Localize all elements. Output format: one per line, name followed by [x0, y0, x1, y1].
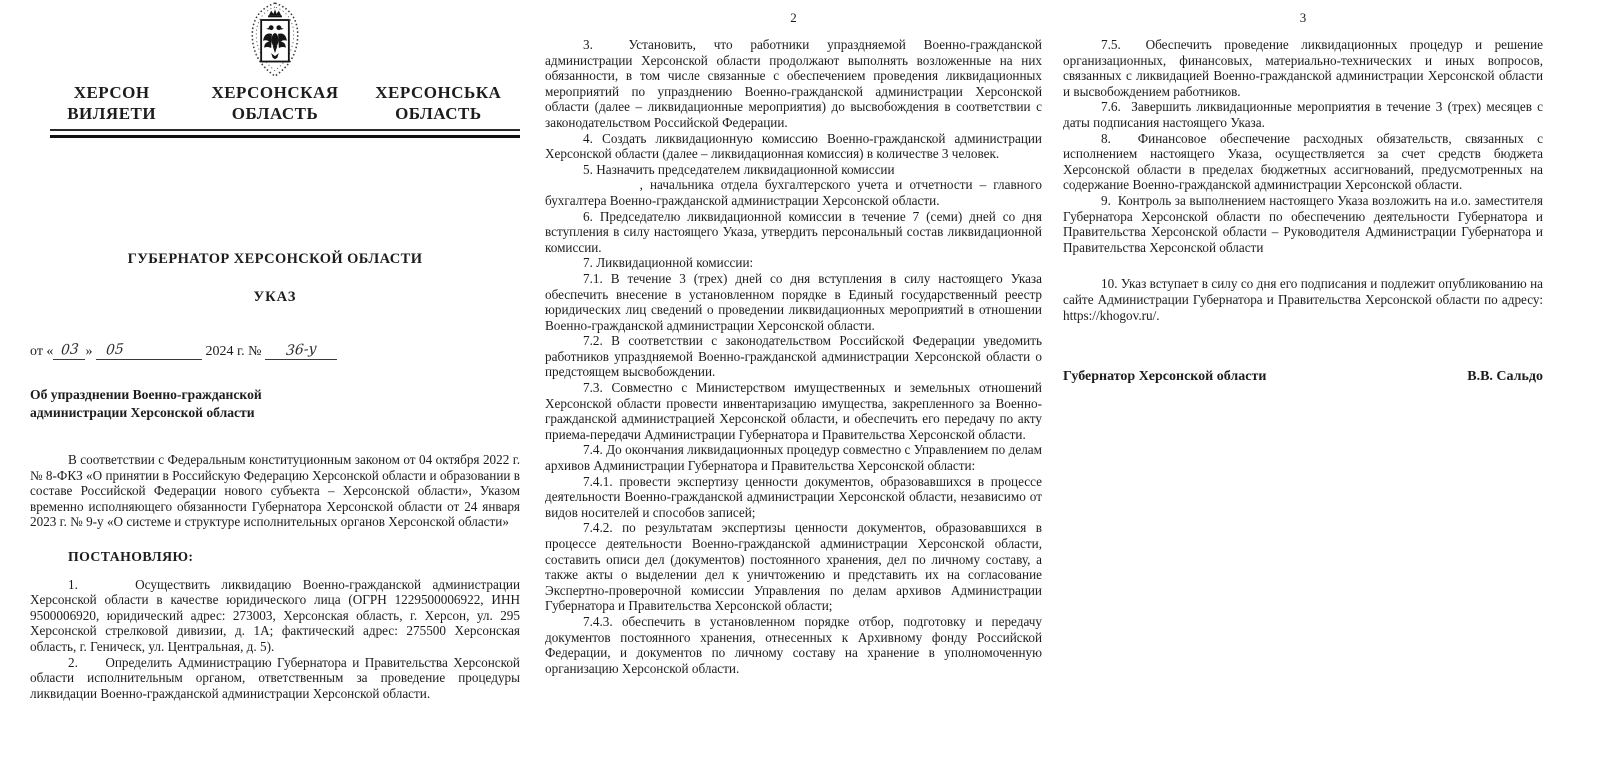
handwritten-number: 36-у — [285, 340, 317, 360]
item-7: 7. Ликвидационной комиссии: — [583, 255, 754, 271]
page-number: 3 — [1299, 10, 1307, 25]
page-2-body — [545, 37, 1042, 676]
page-3 — [1063, 0, 1543, 385]
item-5-continuation: , начальника отдела бухгалтерского учета и отчетности – главного бухгалтера Военно-гражданской администрации Херсонской области. — [545, 177, 1042, 208]
item-1: 1. Осуществить ликвидацию Военно-гражданской администрации Херсонской области в качестве юридического лица (ОГРН 1229500006922, ИНН 9500006920, юридический адрес: 273003, Херсонская область, г. Херсон, ул. 295 Херсонской стрелковой дивизии, д. 1А; фактический адрес: 275500 Херсонская область, г. Геническ, ул. Центральная, д. 5). — [30, 576, 520, 654]
item-7-4: 7.4. До окончания ликвидационных процедур совместно с Управлением по делам архивов Администрации Губернатора и Правительства Херсонской области: — [545, 442, 1042, 474]
item-10: 10. Указ вступает в силу со дня его подписания и подлежит опубликованию на сайте Администрации Губернатора и Правительства Херсонской области по адресу: https://khogov.ru/. — [1063, 276, 1543, 323]
item-7-2: 7.2. В соответствии с законодательством Российской Федерации уведомить работников упраздняемой Военно-гражданской администрации Херсонской области о предстоящем высвобождении. — [545, 333, 1042, 380]
page-2 — [545, 0, 1042, 676]
item-7-3: 7.3. Совместно с Министерством имущественных и земельных отношений Херсонской области провести инвентаризацию имущества, закрепленного за Военно-гражданской администрацией Херсонской области, и обеспечить его передачу по акту приема-передачи Администрации Губернатора и Правительства Херсонской области. — [545, 380, 1042, 442]
date-year-label: 2024 г. № — [205, 344, 262, 359]
item-7-1: 7.1. В течение 3 (трех) дней со дня вступления в силу настоящего Указа обеспечить внесение в установленном порядке в Единый государственный реестр юридических лиц сведений о проведении ликвидационных мероприятий в отношении Военно-гражданской администрации Херсонской области. — [545, 270, 1042, 333]
signatory-title: Губернатор Херсонской области — [1063, 369, 1267, 385]
page-1 — [30, 0, 520, 701]
item-9: 9. Контроль за выполнением настоящего Указа возложить на и.о. заместителя Губернатора Херсонской области по обеспечению деятельности Губернатора и Правительства Херсонской области – Руководителя Администрации Губернатора и Правительства Херсонской области — [1063, 192, 1543, 255]
org-name-left-line1: ХЕРСОН — [73, 83, 150, 102]
coat-of-arms-icon — [193, 0, 356, 80]
item-8: 8. Финансовое обеспечение расходных обязательств, связанных с исполнением настоящего Указа, осуществляется за счет средств бюджета Херсонской области в пределах бюджетных ассигнований, предусмотренных на содержание Военно-гражданской администрации Херсонской области. — [1063, 130, 1543, 193]
document-type-heading: УКАЗ — [253, 289, 297, 305]
item-7-5: 7.5. Обеспечить проведение ликвидационных процедур и решение организационных, финансовых, материально-технических и иных вопросов, связанных с ликвидацией Военно-гражданской администрации Херсонской области и высвобождением работников. — [1063, 37, 1543, 99]
org-name-left-line2: ВИЛЯЕТИ — [67, 104, 157, 123]
decree-number-slot — [265, 342, 337, 360]
org-name-right-line1: ХЕРСОНСЬКА — [375, 83, 502, 102]
preamble-paragraph: В соответствии с Федеральным конституционным законом от 04 октября 2022 г. № 8-ФКЗ «О принятии в Российскую Федерацию Херсонской области и образовании в составе Российской Федерации нового субъекта – Херсонской области», Указом временно исполняющего обязанности Губернатора Херсонской области от 24 января 2023 г. № 9-у «О системе и структуре исполнительных органов Херсонской области» — [30, 452, 520, 530]
org-name-center-line2: ОБЛАСТЬ — [231, 104, 319, 123]
authority-heading: ГУБЕРНАТОР ХЕРСОНСКОЙ ОБЛАСТИ — [127, 251, 423, 267]
letterhead-divider — [50, 129, 520, 138]
item-3: 3. Установить, что работники упраздняемой Военно-гражданской администрации Херсонской области продолжают выполнять возложенные на них обязанности, в том числе связанные с обеспечением проведения ликвидационных мероприятий по упразднению Военно-гражданской администрации Херсонской области (далее – ликвидационные мероприятия) до высвобождения в соответствии с законодательством Российской Федерации. — [545, 37, 1042, 130]
org-name-right — [357, 82, 520, 126]
resolve-heading: ПОСТАНОВЛЯЮ: — [68, 548, 194, 564]
date-day-slot — [53, 342, 85, 360]
date-month-slot — [96, 342, 202, 360]
handwritten-day: 03 — [59, 341, 79, 359]
item-5: 5. Назначить председателем ликвидационной комиссии — [583, 161, 895, 177]
item-7-6: 7.6. Завершить ликвидационные мероприятия в течение 3 (трех) месяцев с даты подписания настоящего Указа. — [1063, 99, 1543, 130]
item-6: 6. Председателю ликвидационной комиссии в течение 7 (семи) дней со дня вступления в силу настоящего Указа, утвердить персональный состав ликвидационной комиссии. — [545, 208, 1042, 255]
org-name-center-line1: ХЕРСОНСКАЯ — [211, 83, 339, 102]
signatory-name: В.В. Сальдо — [1467, 369, 1543, 385]
item-7-4-3: 7.4.3. обеспечить в установленном порядке отбор, подготовку и передачу документов постоянного хранения, отнесенных к Архивному фонду Российской Федерации, и документов по личному составу на хранение в уполномоченную организацию Херсонской области. — [545, 613, 1042, 676]
decree-subject — [30, 386, 520, 421]
org-name-right-line2: ОБЛАСТЬ — [395, 104, 482, 123]
org-center-block — [193, 0, 356, 126]
page-3-body — [1063, 37, 1543, 385]
date-close-quote: » — [85, 344, 93, 359]
item-7-4-2: 7.4.2. по результатам экспертизы ценности документов, образовавшихся в процессе деятельности Военно-гражданской администрации Херсонской области, составить описи дел (документов) постоянного хранения, дел по личному составу, а также акты о выделении дел к уничтожению и представить их на согласование Экспертно-проверочной комиссии Управления по делам архивов Администрации Губернатора и Правительства Херсонской области; — [545, 520, 1042, 614]
org-name-left — [30, 82, 193, 126]
item-4: 4. Создать ликвидационную комиссию Военно-гражданской администрации Херсонской области (далее – ликвидационная комиссия) в количестве 3 человек. — [545, 130, 1042, 162]
handwritten-month: 05 — [105, 341, 125, 359]
date-line — [30, 342, 520, 360]
org-name-center — [193, 82, 356, 126]
page-number: 2 — [790, 10, 797, 25]
date-prefix: от « — [30, 344, 54, 359]
item-7-4-1: 7.4.1. провести экспертизу ценности документов, образовавшихся в процессе деятельности Военно-гражданской администрации Херсонской области, независимо от видов носителей и способов записей; — [545, 473, 1042, 520]
letterhead — [30, 0, 520, 126]
item-2: 2. Определить Администрацию Губернатора и Правительства Херсонской области исполнительным органом, ответственным за проведение процедуры ликвидации Военно-гражданской администрации Херсонской области. — [30, 654, 520, 701]
decree-subject-line1: Об упразднении Военно-гражданской — [30, 387, 262, 402]
decree-subject-line2: администрации Херсонской области — [30, 404, 255, 420]
signature-row — [1063, 369, 1543, 385]
